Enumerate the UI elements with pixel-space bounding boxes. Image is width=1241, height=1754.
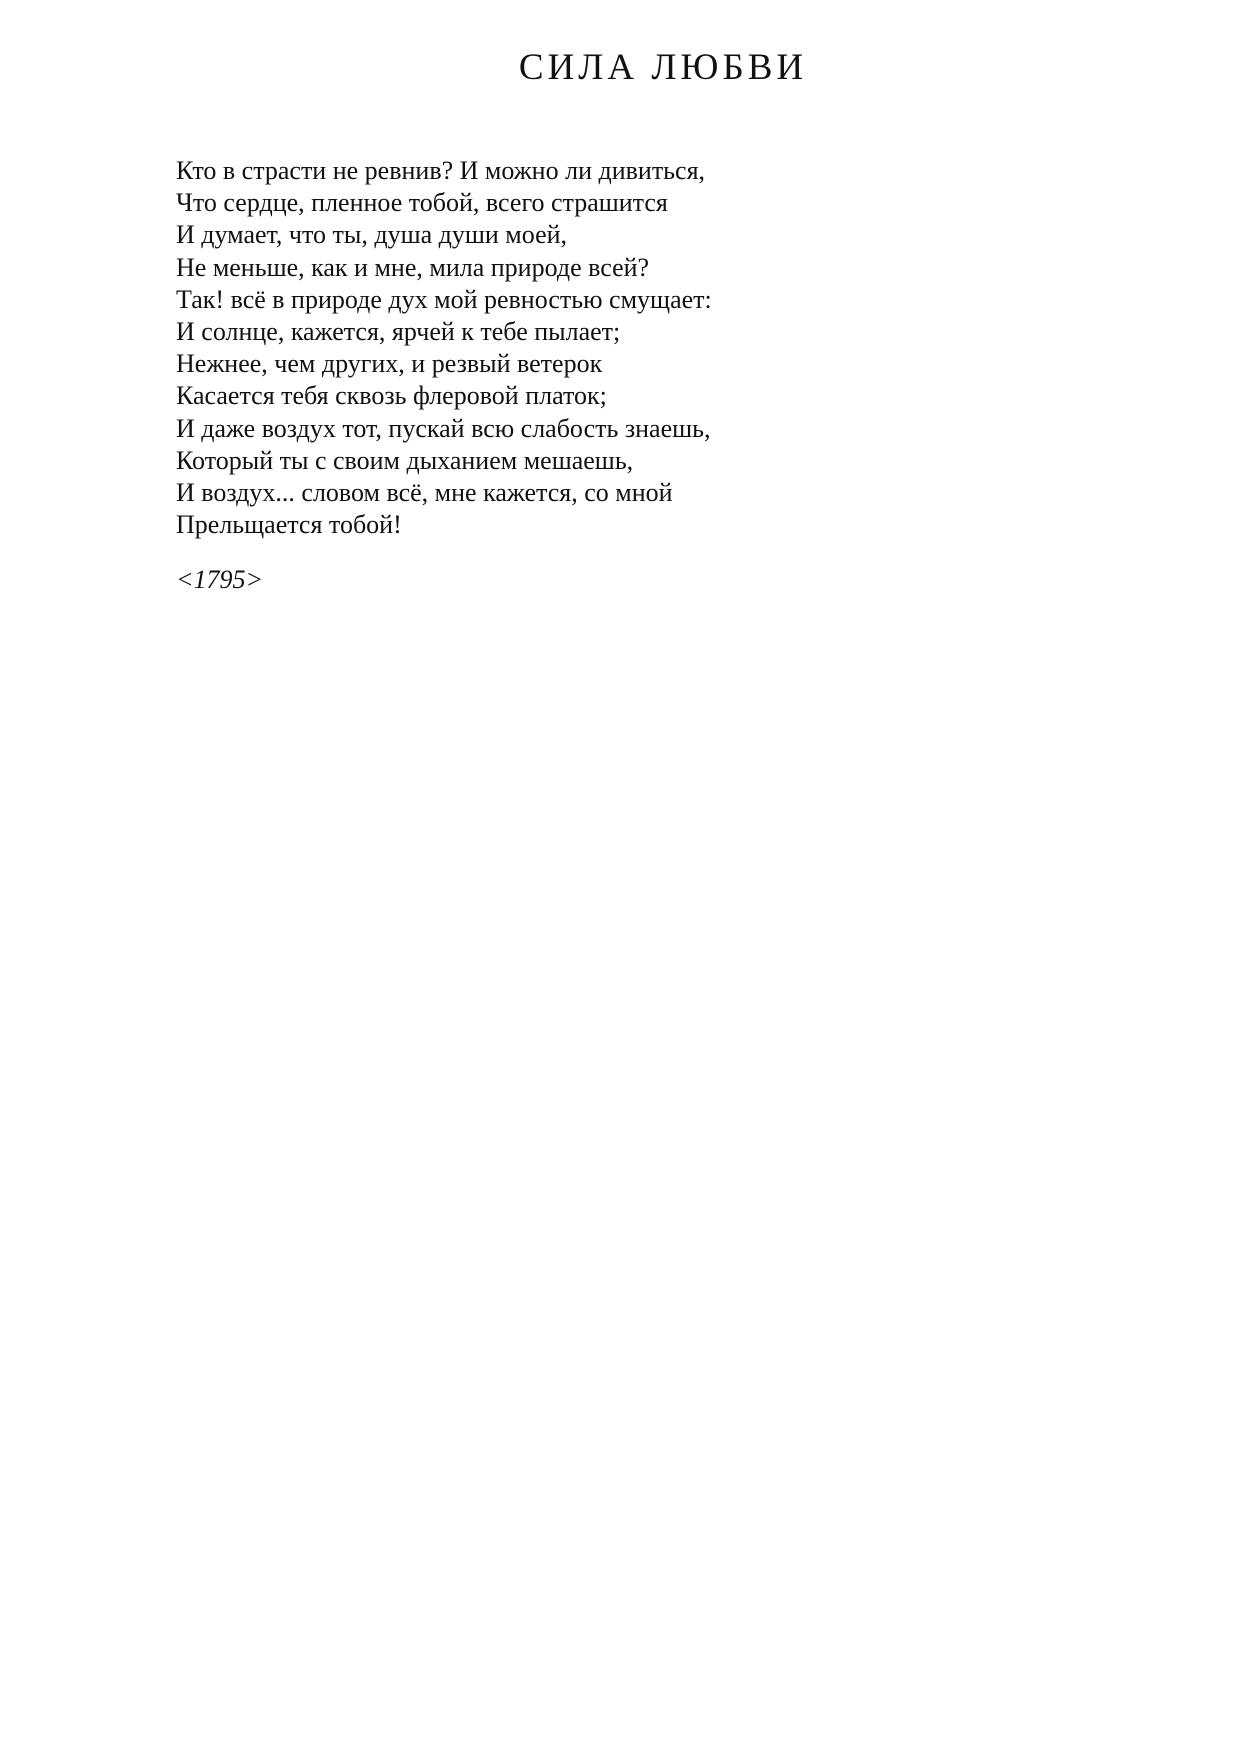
poem-line: И солнце, кажется, ярчей к тебе пылает; [176, 317, 621, 347]
poem-line: И даже воздух тот, пускай всю слабость знаешь, [176, 413, 711, 443]
poem-body [176, 155, 712, 541]
poem-line: Не меньше, как и мне, мила природе всей? [176, 252, 650, 282]
poem-line: И воздух... словом всё, мне кажется, со мной [176, 478, 673, 508]
poem-line: Который ты с своим дыханием мешаешь, [176, 445, 634, 475]
poem-line: Нежнее, чем других, и резвый ветерок [176, 349, 603, 379]
poem-line: Касается тебя сквозь флеровой платок; [176, 381, 607, 411]
poem-date: <1795> [176, 565, 264, 594]
poem-line: Что сердце, пленное тобой, всего страшится [176, 188, 668, 218]
poem-title: СИЛА ЛЮБВИ [518, 47, 808, 88]
poem-line: И думает, что ты, душа души моей, [176, 220, 568, 250]
poem-line: Кто в страсти не ревнив? И можно ли дивиться, [176, 156, 706, 185]
poem-line: Так! всё в природе дух мой ревностью смущает: [176, 284, 712, 314]
poem-line: Прельщается тобой! [176, 510, 402, 540]
